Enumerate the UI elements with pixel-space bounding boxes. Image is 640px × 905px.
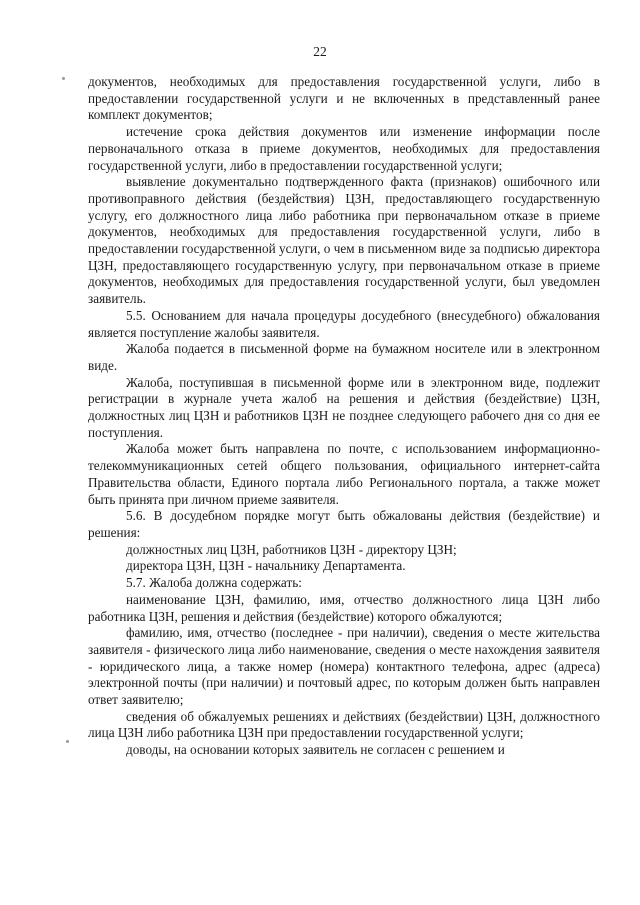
page-number: 22 xyxy=(313,44,327,59)
paragraph-expiry: истечение срока действия документов или изменение информации после первоначального отказа в приеме документов, необходимых для предоставления государственной услуги, либо в предоставлении государственной услуги; xyxy=(88,124,600,173)
margin-dot xyxy=(62,77,65,80)
paragraph-continuation: документов, необходимых для предоставления государственной услуги, либо в предоставлении государственной услуги и не включенных в представленный ранее комплект документов; xyxy=(88,74,600,123)
paragraph-5-7: 5.7. Жалоба должна содержать: xyxy=(126,575,302,591)
paragraph-complaint-registration: Жалоба, поступившая в письменной форме или в электронном виде, подлежит регистрации в журнале учета жалоб на решения и действия (бездействие) ЦЗН, должностных лиц ЦЗН и работников ЦЗН не позднее следующего рабочего дня со дня ее поступления. xyxy=(88,374,600,440)
list-item-appealed-decisions: сведения об обжалуемых решениях и действиях (бездействии) ЦЗН, должностного лица ЦЗН либо работника ЦЗН при предоставлении государственной услуги; xyxy=(88,708,600,741)
list-item-director: директора ЦЗН, ЦЗН - начальнику Департамента. xyxy=(126,558,406,574)
list-item-arguments: доводы, на основании которых заявитель не согласен с решением и xyxy=(126,742,505,758)
paragraph-complaint-form: Жалоба подается в письменной форме на бумажном носителе или в электронном виде. xyxy=(88,341,600,373)
list-item-name: наименование ЦЗН, фамилию, имя, отчество должностного лица ЦЗН либо работника ЦЗН, решения и действия (бездействие) которого обжалуются; xyxy=(88,591,600,624)
list-item-officials: должностных лиц ЦЗН, работников ЦЗН - директору ЦЗН; xyxy=(126,541,457,557)
paragraph-complaint-channels: Жалоба может быть направлена по почте, с использованием информационно-телекоммуникационных сетей общего пользования, официального интернет-сайта Правительства области, Единого портала либо Регионального портала, а также может быть принята при личном приеме заявителя. xyxy=(88,441,600,507)
paragraph-5-5: 5.5. Основанием для начала процедуры досудебного (внесудебного) обжалования является поступление жалобы заявителя. xyxy=(88,307,600,340)
document-body xyxy=(88,74,600,759)
margin-dot xyxy=(66,740,69,743)
list-item-applicant-details: фамилию, имя, отчество (последнее - при наличии), сведения о месте жительства заявителя - физического лица либо наименование, сведения о месте нахождения заявителя - юридического лица, а также номер (номера) контактного телефона, адрес (адреса) электронной почты (при наличии) и почтовый адрес, по которым должен быть направлен ответ заявителю; xyxy=(88,625,600,708)
paragraph-5-6: 5.6. В досудебном порядке могут быть обжалованы действия (бездействие) и решения: xyxy=(88,508,600,540)
paragraph-error-detection: выявление документально подтвержденного факта (признаков) ошибочного или противоправного действия (бездействия) ЦЗН, предоставляющего государственную услугу, его должностного лица либо работника при первоначальном отказе в приеме документов, необходимых для предоставления государственной услуги, либо в предоставлении государственной услуги, о чем в письменном виде за подписью директора ЦЗН, предоставляющего государственную услугу, при первоначальном отказе в приеме документов, необходимых для предоставления государственной услуги, был уведомлен заявитель. xyxy=(88,174,600,307)
